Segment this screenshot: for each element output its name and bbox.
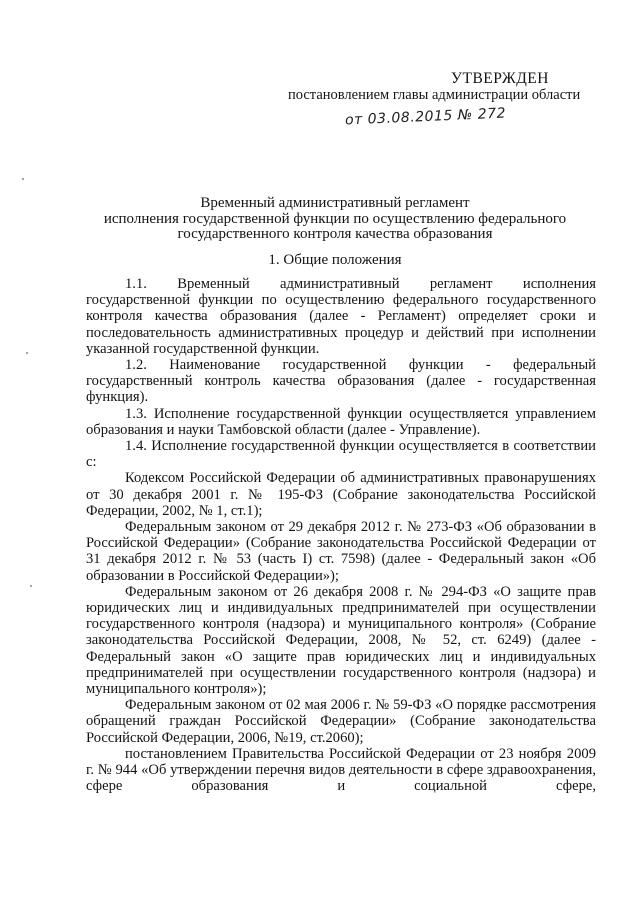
title-line-2: исполнения государственной функции по осуществлению федерального	[103, 210, 567, 227]
paragraph-1-3: 1.3. Исполнение государственной функции осуществляется управлением образования и науки Тамбовской области (далее - Управление).	[86, 405, 596, 438]
scan-speck	[30, 585, 32, 587]
paragraph-1-2: 1.2. Наименование государственной функции - федеральный государственный контроль качества образования (далее - государственная функция).	[86, 357, 596, 406]
paragraph-294-fz: Федеральным законом от 26 декабря 2008 г. № 294-ФЗ «О защите прав юридических лиц и индивидуальных предпринимателей при осуществлении государственного контроля (надзора) и муниципального контроля» (Собрание законодательства Российской Федерации, 2008, № 52, ст. 6249) (далее - Федеральный закон «О защите прав юридических лиц и индивидуальных предпринимателей при осуществлении государственного контроля (надзора) и муниципального контроля»);	[86, 583, 596, 698]
handwritten-date-number: от 03.08.2015 № 272	[344, 105, 507, 129]
paragraph-1-4: 1.4. Исполнение государственной функции осуществляется в соответствии с:	[86, 438, 596, 471]
paragraph-59-fz: Федеральным законом от 02 мая 2006 г. № 59-ФЗ «О порядке рассмотрения обращений граждан Российской Федерации» (Собрание законодательства Российской Федерации, 2006, №19, ст.2060);	[86, 697, 596, 746]
section-heading: 1. Общие положения	[268, 252, 402, 268]
document-title	[70, 196, 600, 243]
title-line-1: Временный административный регламент	[200, 195, 470, 211]
paragraph-koap: Кодексом Российской Федерации об административных правонарушениях от 30 декабря 2001 г. № 195-ФЗ (Собрание законодательства Российской Федерации, 2002, № 1, ст.1);	[86, 470, 596, 519]
approval-by: постановлением главы администрации области	[288, 87, 581, 103]
paragraph-273-fz: Федеральным законом от 29 декабря 2012 г. № 273-ФЗ «Об образовании в Российской Федерации» (Собрание законодательства Российской Федерации от 31 декабря 2012 г. № 53 (часть I) ст. 7598) (далее - Федеральный закон «Об образовании в Российской Федерации»);	[86, 519, 596, 584]
scan-speck	[22, 178, 24, 180]
title-line-3: государственного контроля качества образования	[177, 226, 493, 242]
scan-speck	[26, 352, 28, 354]
paragraph-1-1: 1.1. Временный административный регламент исполнения государственной функции по осуществлению федерального государственного контроля качества образования (далее - Регламент) определяет сроки и последовательность административных процедур и действий при исполнении указанной государственной функции.	[86, 276, 596, 357]
paragraph-postanovlenie-944: постановлением Правительства Российской Федерации от 23 ноября 2009 г. № 944 «Об утверждении перечня видов деятельности в сфере здравоохранения, сфере образования и социальной сфере,	[86, 745, 596, 795]
approval-heading: УТВЕРЖДЕН	[451, 70, 549, 87]
document-body	[86, 276, 596, 795]
approval-block	[280, 70, 610, 104]
